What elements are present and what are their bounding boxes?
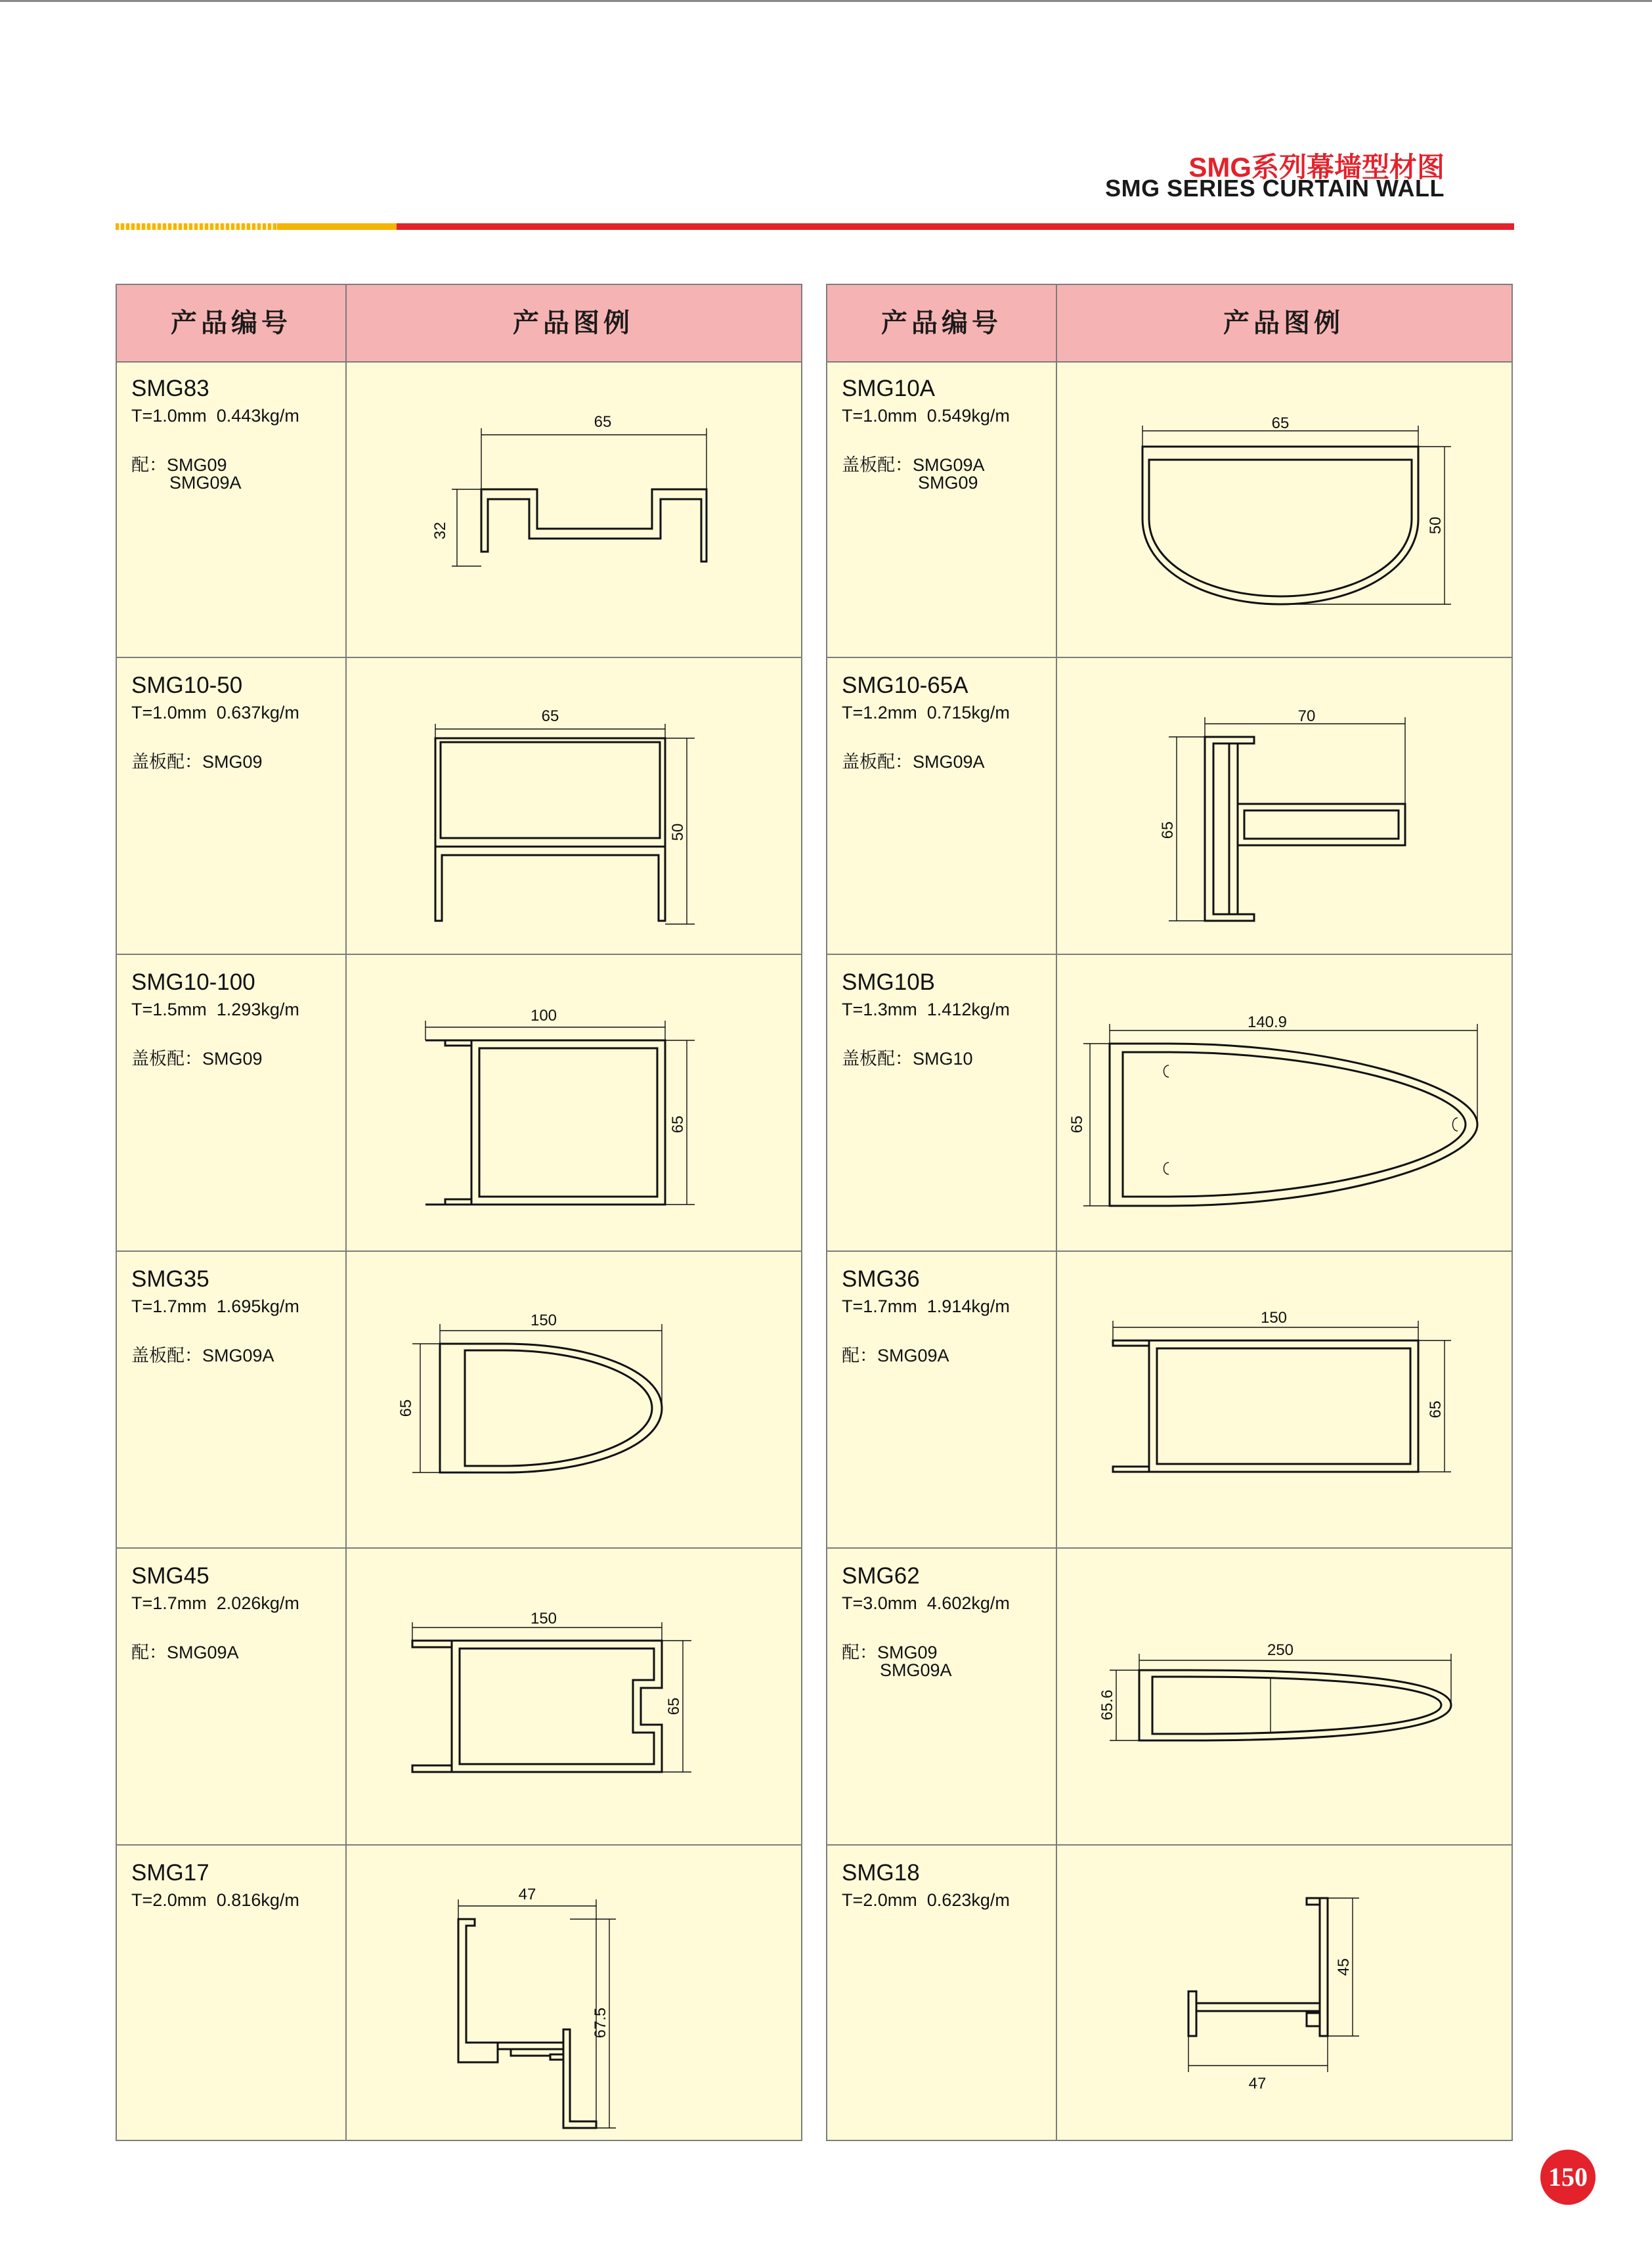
dimension-width: 65 xyxy=(594,413,612,431)
page-title-cn: SMG系列幕墙型材图 xyxy=(1188,152,1445,183)
header-product-drawing: 产品图例 xyxy=(1223,309,1344,338)
profile-drawing xyxy=(1057,361,1513,657)
profile-drawing xyxy=(347,1252,802,1547)
product-spec: T=1.0mm 0.443kg/m xyxy=(131,406,299,426)
product-table-right xyxy=(826,284,1513,2141)
product-code: SMG36 xyxy=(842,1266,920,1292)
product-spec: T=1.7mm 1.914kg/m xyxy=(842,1296,1010,1316)
dimension-width: 70 xyxy=(1297,707,1316,725)
table-header xyxy=(117,285,801,363)
dimension-width: 250 xyxy=(1267,1641,1294,1659)
profile-drawing xyxy=(347,955,802,1251)
dimension-height: 65 xyxy=(397,1399,415,1417)
product-code: SMG10B xyxy=(842,969,935,995)
product-spec: T=1.7mm 1.695kg/m xyxy=(131,1296,299,1316)
product-fitting-2: SMG09 xyxy=(918,473,978,493)
product-code: SMG18 xyxy=(842,1860,920,1886)
product-fitting: 盖板配：SMG09A xyxy=(842,455,985,475)
profile-drawing xyxy=(1057,955,1513,1251)
product-table-left xyxy=(116,284,802,2141)
header-bar-red xyxy=(397,223,1514,230)
product-code: SMG62 xyxy=(842,1563,920,1589)
product-row-smg36 xyxy=(827,1252,1511,1549)
page-number: 150 xyxy=(1540,2150,1596,2205)
product-spec: T=3.0mm 4.602kg/m xyxy=(842,1593,1010,1613)
page-title-en: SMG SERIES CURTAIN WALL xyxy=(1105,175,1445,202)
product-row-smg10-65a xyxy=(827,658,1511,955)
dimension-height: 45 xyxy=(1335,1958,1353,1976)
product-spec: T=1.0mm 0.637kg/m xyxy=(131,703,299,722)
profile-drawing xyxy=(1057,1549,1513,1844)
product-fitting-2: SMG09A xyxy=(169,473,242,493)
product-row-smg10b xyxy=(827,955,1511,1252)
profile-drawing xyxy=(347,1549,802,1844)
product-fitting: 盖板配：SMG09A xyxy=(842,752,985,772)
product-fitting: 盖板配：SMG09A xyxy=(131,1346,274,1365)
profile-drawing xyxy=(1057,1252,1513,1547)
dimension-height: 65 xyxy=(665,1697,683,1716)
header-product-drawing: 产品图例 xyxy=(513,309,634,338)
product-code: SMG35 xyxy=(131,1266,209,1292)
product-code: SMG45 xyxy=(131,1563,209,1589)
product-fitting: 配：SMG09 xyxy=(131,455,227,475)
dimension-height: 65.6 xyxy=(1098,1689,1116,1721)
dimension-height: 67.5 xyxy=(592,2007,609,2039)
product-spec: T=1.7mm 2.026kg/m xyxy=(131,1593,299,1613)
profile-drawing xyxy=(347,1846,802,2141)
product-fitting: 盖板配：SMG09 xyxy=(131,1049,263,1069)
header-bar-dots xyxy=(116,223,277,230)
product-row-smg62 xyxy=(827,1549,1511,1846)
dimension-height: 50 xyxy=(1427,516,1445,535)
dimension-width: 150 xyxy=(530,1610,557,1627)
product-row-smg35 xyxy=(117,1252,801,1549)
dimension-height: 65 xyxy=(1068,1115,1086,1134)
header-bar-yellow xyxy=(277,223,397,230)
product-code: SMG10A xyxy=(842,376,935,401)
dimension-width: 140.9 xyxy=(1247,1013,1288,1031)
product-spec: T=2.0mm 0.816kg/m xyxy=(131,1890,299,1910)
profile-drawing xyxy=(1057,658,1513,954)
dimension-width: 65 xyxy=(1271,414,1290,432)
product-code: SMG10-50 xyxy=(131,673,243,698)
dimension-width: 150 xyxy=(1260,1309,1288,1327)
product-fitting: 配：SMG09A xyxy=(131,1643,239,1662)
product-code: SMG17 xyxy=(131,1860,209,1886)
product-fitting: 配：SMG09A xyxy=(842,1346,949,1365)
profile-drawing xyxy=(347,361,802,657)
product-code: SMG10-100 xyxy=(131,969,255,995)
dimension-height: 32 xyxy=(431,521,449,540)
product-fitting-2: SMG09A xyxy=(880,1660,952,1680)
dimension-height: 50 xyxy=(669,823,687,841)
product-fitting: 盖板配：SMG09 xyxy=(131,752,263,772)
header-product-code: 产品编号 xyxy=(881,309,1002,338)
product-spec: T=1.0mm 0.549kg/m xyxy=(842,406,1010,426)
dimension-width: 47 xyxy=(1248,2075,1267,2092)
product-spec: T=1.3mm 1.412kg/m xyxy=(842,1000,1010,1019)
product-row-smg45 xyxy=(117,1549,801,1846)
profile-drawing xyxy=(1057,1846,1513,2141)
table-header xyxy=(827,285,1511,363)
product-row-smg83 xyxy=(117,361,801,658)
profile-drawing xyxy=(347,658,802,954)
product-row-smg10-50 xyxy=(117,658,801,955)
product-code: SMG10-65A xyxy=(842,673,968,698)
product-spec: T=1.2mm 0.715kg/m xyxy=(842,703,1010,722)
product-fitting: 配：SMG09 xyxy=(842,1643,938,1662)
product-row-smg17 xyxy=(117,1846,801,2142)
product-spec: T=2.0mm 0.623kg/m xyxy=(842,1890,1010,1910)
dimension-height: 65 xyxy=(669,1115,687,1134)
header-product-code: 产品编号 xyxy=(171,309,292,338)
product-code: SMG83 xyxy=(131,376,209,401)
product-row-smg10a xyxy=(827,361,1511,658)
dimension-width: 65 xyxy=(541,707,559,725)
product-row-smg10-100 xyxy=(117,955,801,1252)
product-fitting: 盖板配：SMG10 xyxy=(842,1049,973,1069)
dimension-width: 100 xyxy=(530,1007,557,1025)
dimension-height: 65 xyxy=(1427,1400,1445,1419)
product-spec: T=1.5mm 1.293kg/m xyxy=(131,1000,299,1019)
dimension-width: 47 xyxy=(518,1886,536,1903)
dimension-height: 65 xyxy=(1159,821,1177,839)
top-border-line xyxy=(0,0,1652,2)
dimension-width: 150 xyxy=(530,1312,557,1329)
product-row-smg18 xyxy=(827,1846,1511,2142)
